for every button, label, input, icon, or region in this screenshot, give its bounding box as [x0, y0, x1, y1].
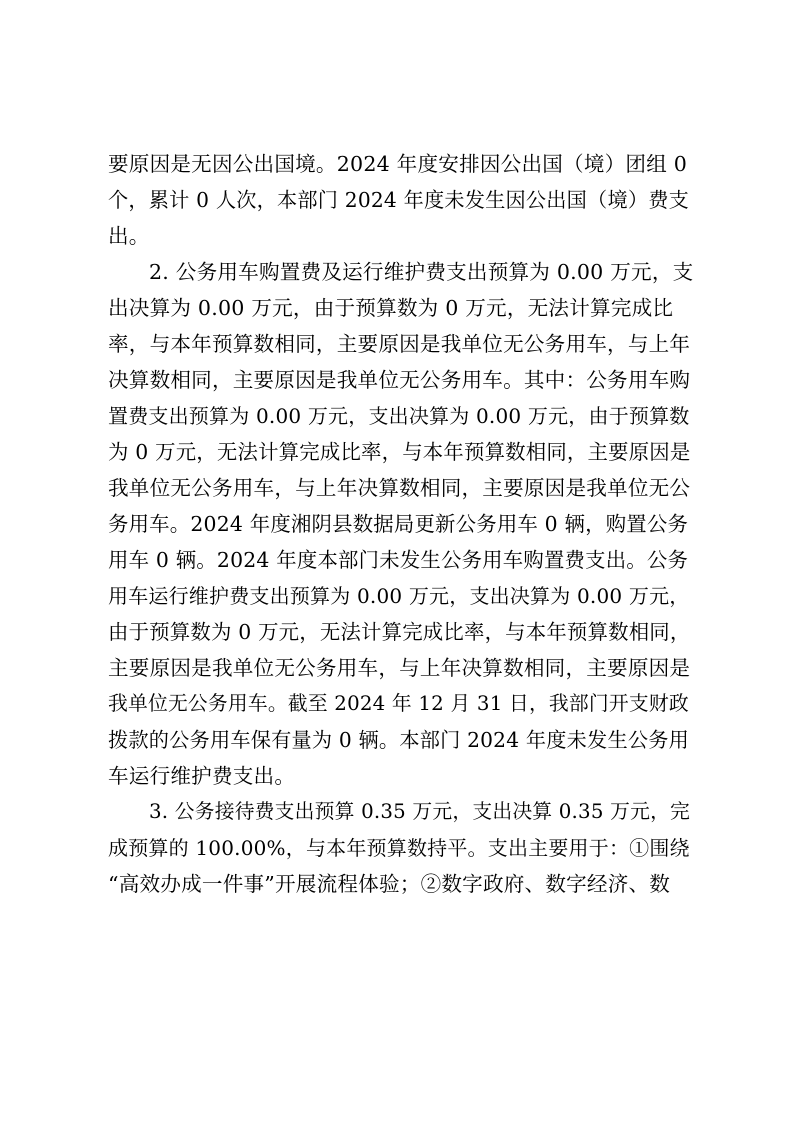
text-line-13: 用车运行维护费支出预算为 0.00 万元，支出决算为 0.00 万元， [108, 584, 690, 608]
text-line-5: 出决算为 0.00 万元，由于预算数为 0 万元，无法计算完成比 [108, 296, 674, 320]
text-line-8: 置费支出预算为 0.00 万元，支出决算为 0.00 万元，由于预算数 [108, 404, 690, 428]
text-line-7: 决算数相同，主要原因是我单位无公务用车。其中：公务用车购 [108, 368, 691, 392]
document-body [108, 146, 693, 902]
text-line-11: 务用车。2024 年度湘阴县数据局更新公务用车 0 辆，购置公务 [108, 512, 689, 536]
text-line-12: 用车 0 辆。2024 年度本部门未发生公务用车购置费支出。公务 [108, 548, 689, 572]
paragraph-2-start: 2. 公务用车购置费及运行维护费支出预算为 0.00 万元，支 [149, 260, 694, 284]
text-line-20: 成预算的 100.00%，与本年预算数持平。支出主要用于：①围绕 [108, 836, 690, 860]
text-line-3: 出。 [108, 224, 150, 248]
text-line-1: 要原因是无因公出国境。2024 年度安排因公出国（境）团组 0 [108, 152, 688, 176]
text-line-6: 率，与本年预算数相同，主要原因是我单位无公务用车，与上年 [108, 332, 691, 356]
text-line-17: 拨款的公务用车保有量为 0 辆。本部门 2024 年度未发生公务用 [108, 728, 689, 752]
paragraph-3-start: 3. 公务接待费支出预算 0.35 万元，支出决算 0.35 万元，完 [149, 800, 691, 823]
text-line-16: 我单位无公务用车。截至 2024 年 12 月 31 日，我部门开支财政 [108, 692, 689, 715]
text-line-14: 由于预算数为 0 万元，无法计算完成比率，与本年预算数相同， [108, 620, 691, 644]
text-line-18: 车运行维护费支出。 [108, 764, 296, 788]
text-line-21: “高效办成一件事”开展流程体验；②数字政府、数字经济、数 [108, 872, 671, 896]
text-line-9: 为 0 万元，无法计算完成比率，与本年预算数相同，主要原因是 [108, 440, 691, 464]
text-line-10: 我单位无公务用车，与上年决算数相同，主要原因是我单位无公 [108, 476, 691, 500]
text-line-15: 主要原因是我单位无公务用车，与上年决算数相同，主要原因是 [108, 656, 691, 680]
text-line-2: 个，累计 0 人次，本部门 2024 年度未发生因公出国（境）费支 [108, 188, 689, 212]
